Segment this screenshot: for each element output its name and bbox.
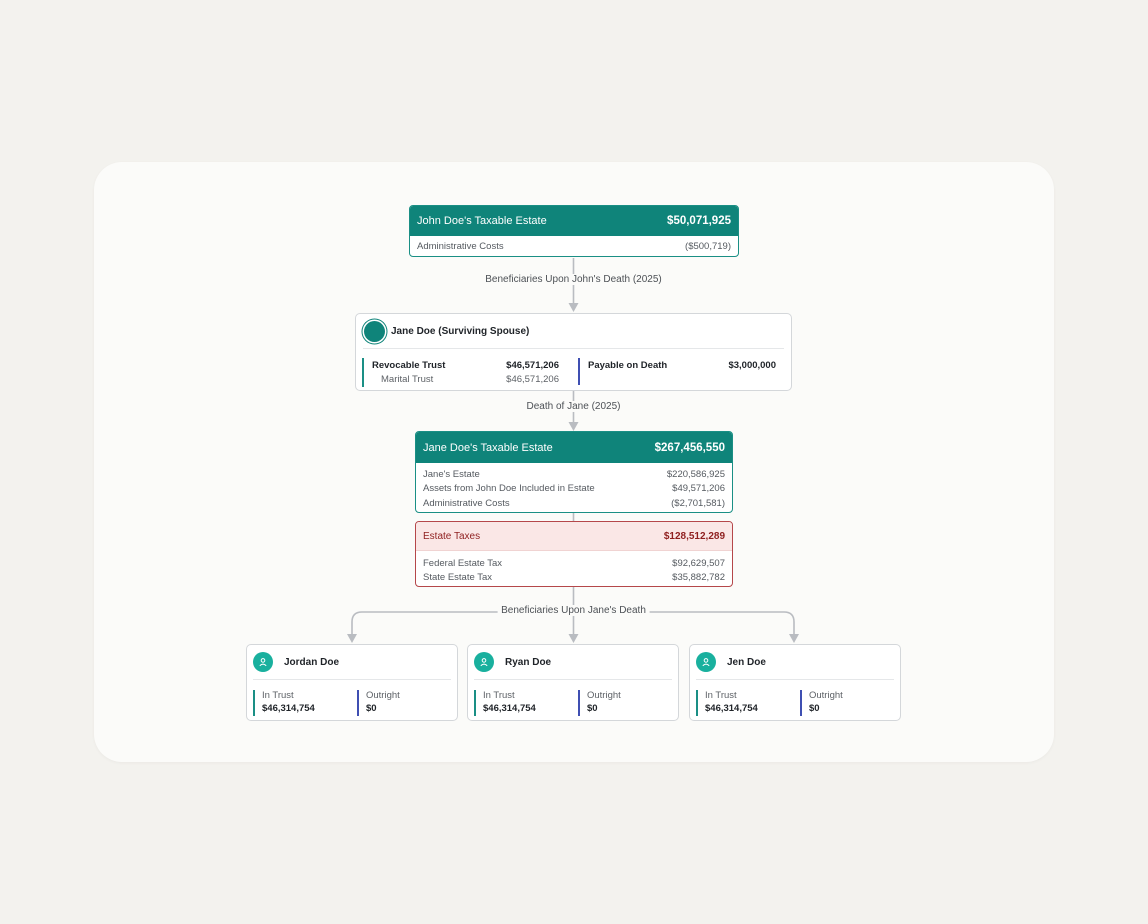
- row-label: Federal Estate Tax: [423, 557, 503, 569]
- pod-value: $3,000,000: [728, 359, 776, 371]
- john-taxable-estate-card[interactable]: [409, 205, 739, 257]
- john-estate-header: [410, 206, 738, 236]
- row-value: $35,882,782: [672, 572, 725, 584]
- spouse-name: Jane Doe (Surviving Spouse): [391, 325, 530, 337]
- tax-row: [423, 571, 725, 586]
- outright-value: $0: [587, 703, 598, 714]
- outright-value: $0: [366, 703, 377, 714]
- row-value: ($500,719): [685, 240, 731, 252]
- beneficiary-name: Jordan Doe: [284, 656, 340, 668]
- estate-taxes-amount: $128,512,289: [663, 530, 725, 542]
- marital-trust-label: Marital Trust: [381, 374, 434, 386]
- row-label: Administrative Costs: [423, 497, 510, 509]
- estate-taxes-card[interactable]: [415, 521, 733, 587]
- revocable-trust-bucket: [362, 358, 559, 387]
- john-estate-title: John Doe's Taxable Estate: [417, 215, 547, 227]
- payable-on-death-bucket: [578, 358, 776, 385]
- edge-label-john-death: Beneficiaries Upon John's Death (2025): [481, 274, 665, 285]
- row-label: Assets from John Doe Included in Estate: [423, 483, 595, 495]
- beneficiary-name: Jen Doe: [727, 656, 766, 668]
- edge-label-jane-death: Death of Jane (2025): [523, 401, 625, 412]
- row-label: State Estate Tax: [423, 572, 493, 584]
- revocable-trust-label: Revocable Trust: [372, 359, 446, 371]
- row-value: ($2,701,581): [671, 497, 725, 509]
- in-trust-bucket: [696, 690, 758, 716]
- row-value: $49,571,206: [672, 483, 725, 495]
- row-label: Administrative Costs: [417, 240, 504, 252]
- in-trust-label: In Trust: [483, 690, 515, 701]
- marital-trust-value: $46,571,206: [506, 374, 559, 386]
- outright-value: $0: [809, 703, 820, 714]
- beneficiary-card-jen[interactable]: [689, 644, 901, 721]
- jane-taxable-estate-card[interactable]: [415, 431, 733, 513]
- jane-estate-row: [423, 467, 725, 482]
- estate-taxes-title: Estate Taxes: [423, 530, 481, 542]
- edge-label-beneficiaries: Beneficiaries Upon Jane's Death: [497, 605, 650, 616]
- person-icon: [474, 652, 494, 672]
- estate-taxes-header: [416, 522, 732, 551]
- outright-label: Outright: [366, 690, 400, 701]
- in-trust-value: $46,314,754: [705, 703, 758, 714]
- in-trust-value: $46,314,754: [262, 703, 315, 714]
- tax-row: [423, 556, 725, 571]
- in-trust-label: In Trust: [262, 690, 294, 701]
- john-estate-row: [417, 239, 731, 254]
- beneficiary-name: Ryan Doe: [505, 656, 552, 668]
- jane-estate-row: [423, 496, 725, 511]
- outright-label: Outright: [809, 690, 843, 701]
- jane-estate-title: Jane Doe's Taxable Estate: [423, 441, 553, 454]
- row-label: Jane's Estate: [423, 468, 480, 480]
- revocable-trust-value: $46,571,206: [506, 359, 559, 371]
- in-trust-bucket: [253, 690, 315, 716]
- in-trust-label: In Trust: [705, 690, 737, 701]
- outright-label: Outright: [587, 690, 621, 701]
- john-estate-amount: $50,071,925: [667, 215, 731, 227]
- jane-estate-amount: $267,456,550: [654, 441, 725, 454]
- beneficiary-card-jordan[interactable]: [246, 644, 458, 721]
- surviving-spouse-card[interactable]: [355, 313, 792, 391]
- row-value: $220,586,925: [666, 468, 725, 480]
- outright-bucket: [578, 690, 621, 716]
- person-icon: [253, 652, 273, 672]
- jane-estate-row: [423, 482, 725, 497]
- row-value: $92,629,507: [672, 557, 725, 569]
- spouse-avatar: [364, 321, 385, 342]
- pod-label: Payable on Death: [588, 359, 668, 371]
- beneficiary-card-ryan[interactable]: [467, 644, 679, 721]
- person-icon: [696, 652, 716, 672]
- outright-bucket: [357, 690, 400, 716]
- in-trust-value: $46,314,754: [483, 703, 536, 714]
- jane-estate-header: [416, 432, 732, 463]
- outright-bucket: [800, 690, 843, 716]
- in-trust-bucket: [474, 690, 536, 716]
